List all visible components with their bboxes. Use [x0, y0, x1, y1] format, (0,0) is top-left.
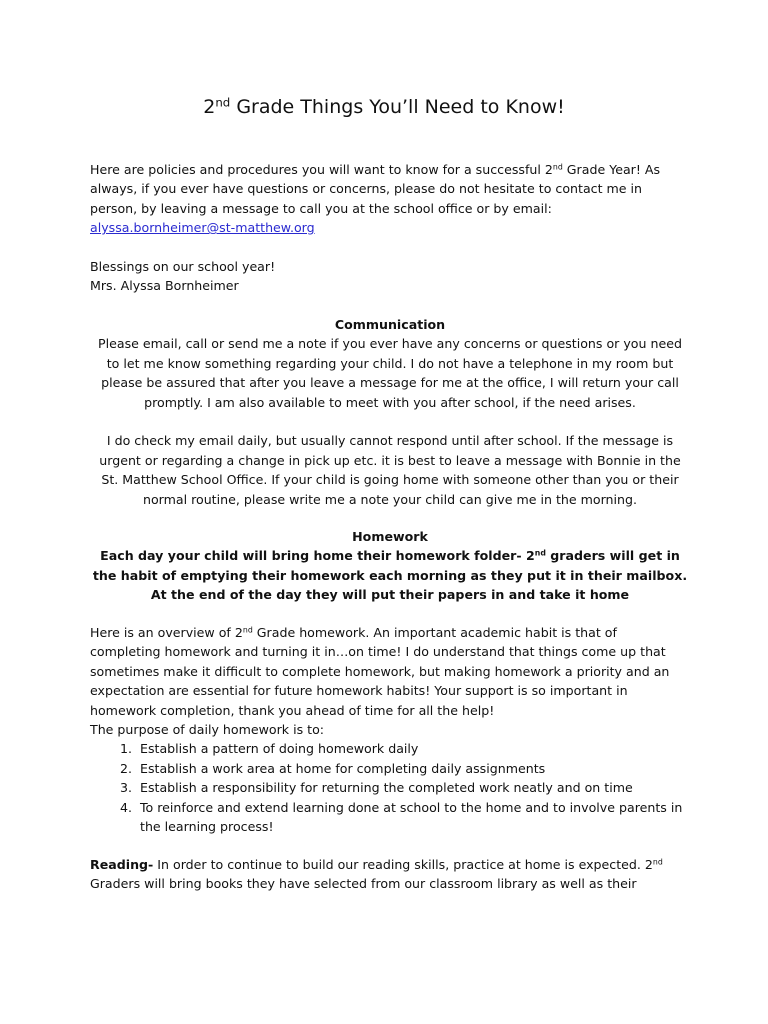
- list-item: 2. Establish a work area at home for completing daily assignments: [136, 759, 690, 778]
- intro-paragraph: Here are policies and procedures you will want to know for a successful 2nd Grade Year! As always, if you ever have questions or concerns, please do not hesitate to contact me in person, by leaving a message to call you at the school office or by email: alyssa.bornheimer@st-matthew.org: [90, 162, 661, 236]
- signature-line: Mrs. Alyssa Bornheimer: [90, 278, 239, 294]
- communication-paragraph-1: Please email, call or send me a note if you ever have any concerns or questions or you need to let me know something regarding your child. I do not have a telephone in my room but please be assured that after you leave a message for me at the office, I will return your call promptly. I am also available to meet with you after school, if the need arises.: [98, 336, 682, 410]
- homework-overview: [90, 623, 690, 836]
- communication-paragraph-2: I do check my email daily, but usually cannot respond until after school. If the message is urgent or regarding a change in pick up etc. it is best to leave a message with Bonnie in the St. Matthew School Office. If your child is going home with someone other than you or their normal routine, please write me a note your child can give me in the morning.: [99, 433, 681, 507]
- title-superscript: nd: [215, 95, 231, 110]
- list-item: 3. Establish a responsibility for returning the completed work neatly and on time: [136, 778, 690, 797]
- communication-section: [90, 315, 690, 509]
- homework-heading: Homework: [352, 529, 428, 544]
- homework-purpose-intro: The purpose of daily homework is to:: [90, 722, 325, 738]
- email-link[interactable]: alyssa.bornheimer@st-matthew.org: [90, 220, 315, 236]
- homework-purpose-list: [90, 739, 690, 836]
- homework-folder-notice: Each day your child will bring home their homework folder- 2nd graders will get in the habit of emptying their homework each morning as they put it in their mailbox. At the end of the day they will put their papers in and take it home: [92, 548, 688, 603]
- reading-label: Reading-: [90, 857, 154, 872]
- reading-paragraph: Reading- In order to continue to build our reading skills, practice at home is expected. 2nd Graders will bring books they have selected from our classroom library as well as their: [90, 857, 663, 892]
- title-text: 2: [203, 96, 216, 118]
- list-item: 4. To reinforce and extend learning done at school to the home and to involve parents in the learning process!: [136, 798, 690, 837]
- title-text-rest: Grade Things You’ll Need to Know!: [230, 96, 565, 118]
- blessing-line: Blessings on our school year!: [90, 259, 276, 274]
- communication-heading: Communication: [334, 317, 446, 332]
- blessing-block: [90, 257, 690, 296]
- page-title: [0, 94, 768, 120]
- list-item: 1. Establish a pattern of doing homework daily: [136, 739, 690, 758]
- homework-overview-paragraph: Here is an overview of 2nd Grade homework. An important academic habit is that of completing homework and turning it in…on time! I do understand that things come up that sometimes make it difficult to complete homework, but making homework a priority and an expectation are essential for future homework habits! Your support is so important in homework completion, thank you ahead of time for all the help!: [90, 625, 670, 718]
- homework-section: [90, 527, 690, 605]
